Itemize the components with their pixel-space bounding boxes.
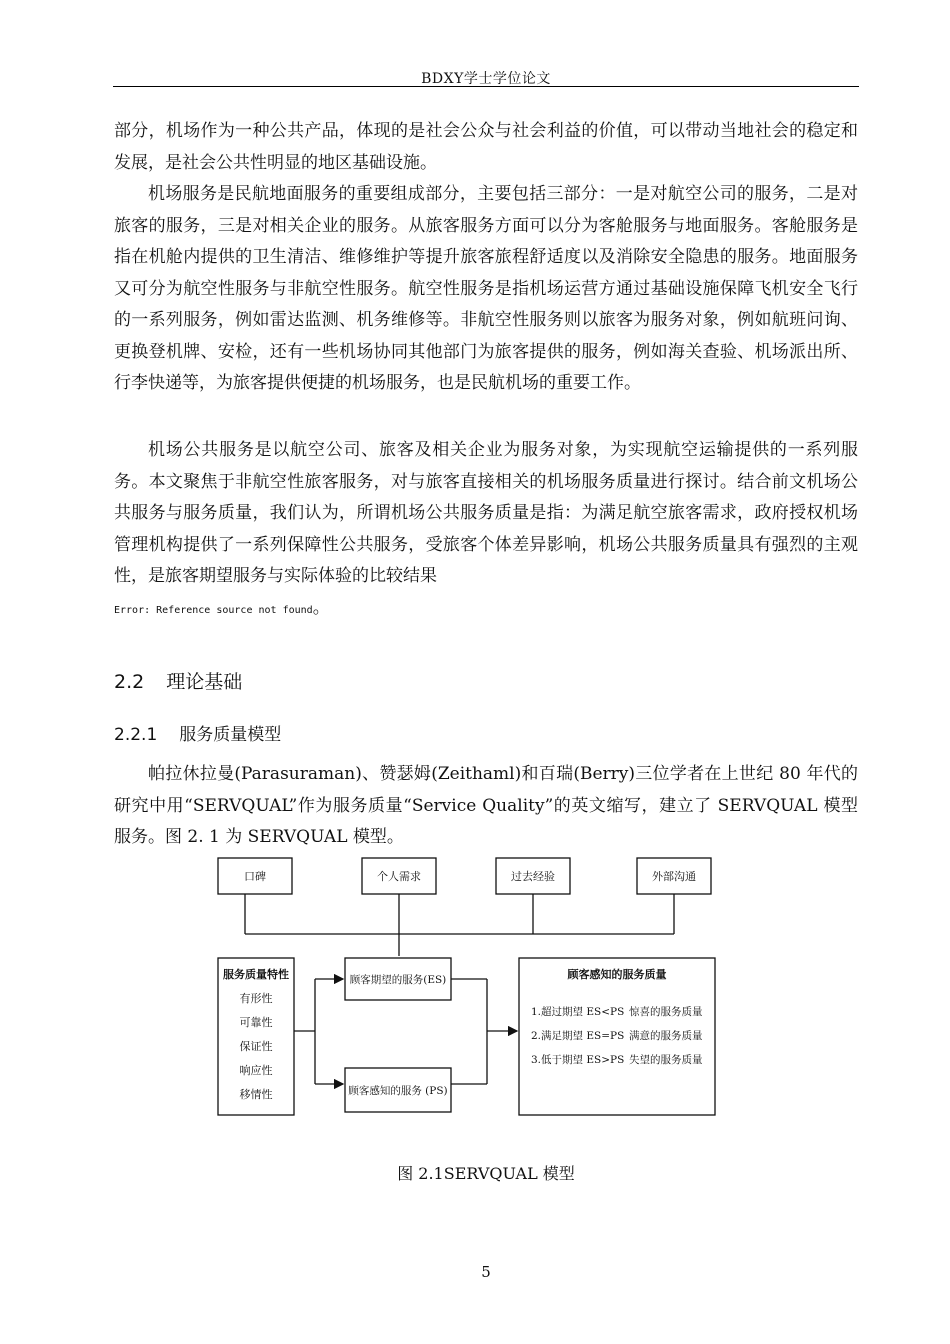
label-result-quality: 惊喜的服务质量 — [629, 1006, 703, 1018]
label-quality-title: 顾客感知的服务质量 — [567, 968, 667, 981]
label-word-of-mouth: 口碑 — [244, 870, 266, 883]
paragraph-1: 部分，机场作为一种公共产品，体现的是社会公众与社会利益的价值，可以带动当地社会的稳定和发展，是社会公共性明显的地区基础设施。 — [114, 121, 858, 173]
paragraph-3-end: 。 — [312, 597, 330, 618]
servqual-diagram — [216, 856, 720, 1122]
running-header: BDXY学士学位论文 — [421, 71, 551, 87]
page-number: 5 — [481, 1263, 491, 1281]
label-past-experience: 过去经验 — [511, 870, 555, 883]
label-result-condition: 3.低于期望 ES>PS — [531, 1054, 625, 1066]
label-result-condition: 2.满足期望 ES=PS — [531, 1030, 625, 1042]
subsection-number: 2.2.1 — [114, 725, 158, 745]
figure-caption: 图 2.1SERVQUAL 模型 — [397, 1164, 575, 1183]
servqual-diagram-svg — [216, 856, 720, 1118]
label-feature: 响应性 — [239, 1064, 273, 1077]
reference-error: Error: Reference source not found — [114, 604, 313, 616]
label-personal-needs: 个人需求 — [377, 870, 421, 883]
paragraph-2: 机场服务是民航地面服务的重要组成部分，主要包括三部分：一是对航空公司的服务，二是对旅客的服务，三是对相关企业的服务。从旅客服务方面可以分为客舱服务与地面服务。客舱服务是指在机舱内提供的卫生清洁、维修维护等提升旅客旅程舒适度以及消除安全隐患的服务。地面服务又可分为航空性服务与非航空性服务。航空性服务是指机场运营方通过基础设施保障飞机安全飞行的一系列服务，例如雷达监测、机务维修等。非航空性服务则以旅客为服务对象，例如航班问询、更换登机牌、安检，还有一些机场协同其他部门为旅客提供的服务，例如海关查验、机场派出所、行李快递等，为旅客提供便捷的机场服务，也是民航机场的重要工作。 — [114, 184, 858, 393]
label-feature: 保证性 — [239, 1040, 273, 1053]
section-heading — [114, 667, 242, 694]
label-feature: 可靠性 — [239, 1016, 273, 1029]
label-result-quality: 失望的服务质量 — [629, 1054, 703, 1066]
label-perceived-service: 顾客感知的服务 (PS) — [348, 1085, 448, 1097]
label-feature: 有形性 — [239, 992, 273, 1005]
label-feature: 移情性 — [239, 1088, 273, 1101]
subsection-title: 服务质量模型 — [179, 725, 282, 745]
label-features-title: 服务质量特性 — [223, 968, 289, 981]
label-result-condition: 1.超过期望 ES<PS — [531, 1006, 625, 1018]
paragraph-3 — [114, 435, 858, 626]
label-result-quality: 满意的服务质量 — [629, 1030, 703, 1042]
paragraph-4: 帕拉休拉曼(Parasuraman)、赞瑟姆(Zeithaml)和百瑞(Berry)三位学者在上世纪 80 年代的研究中用“SERVQUAL”作为服务质量“Service Quality”的英文缩写，建立了 SERVQUAL 模型服务。图 2. 1 为 SERVQUAL 模型。 — [114, 764, 858, 847]
section-title: 理论基础 — [166, 671, 243, 693]
label-external-communication: 外部沟通 — [652, 870, 696, 883]
paragraph-3-text: 机场公共服务是以航空公司、旅客及相关企业为服务对象，为实现航空运输提供的一系列服务。本文聚焦于非航空性旅客服务，对与旅客直接相关的机场服务质量进行探讨。结合前文机场公共服务与服务质量，我们认为，所谓机场公共服务质量是指：为满足航空旅客需求，政府授权机场管理机构提供了一系列保障性公共服务，受旅客个体差异影响，机场公共服务质量具有强烈的主观性，是旅客期望服务与实际体验的比较结果 — [114, 440, 858, 586]
section-number: 2.2 — [114, 671, 145, 693]
label-expected-service: 顾客期望的服务(ES) — [349, 974, 447, 986]
header-rule — [113, 86, 859, 87]
subsection-heading — [114, 720, 281, 745]
